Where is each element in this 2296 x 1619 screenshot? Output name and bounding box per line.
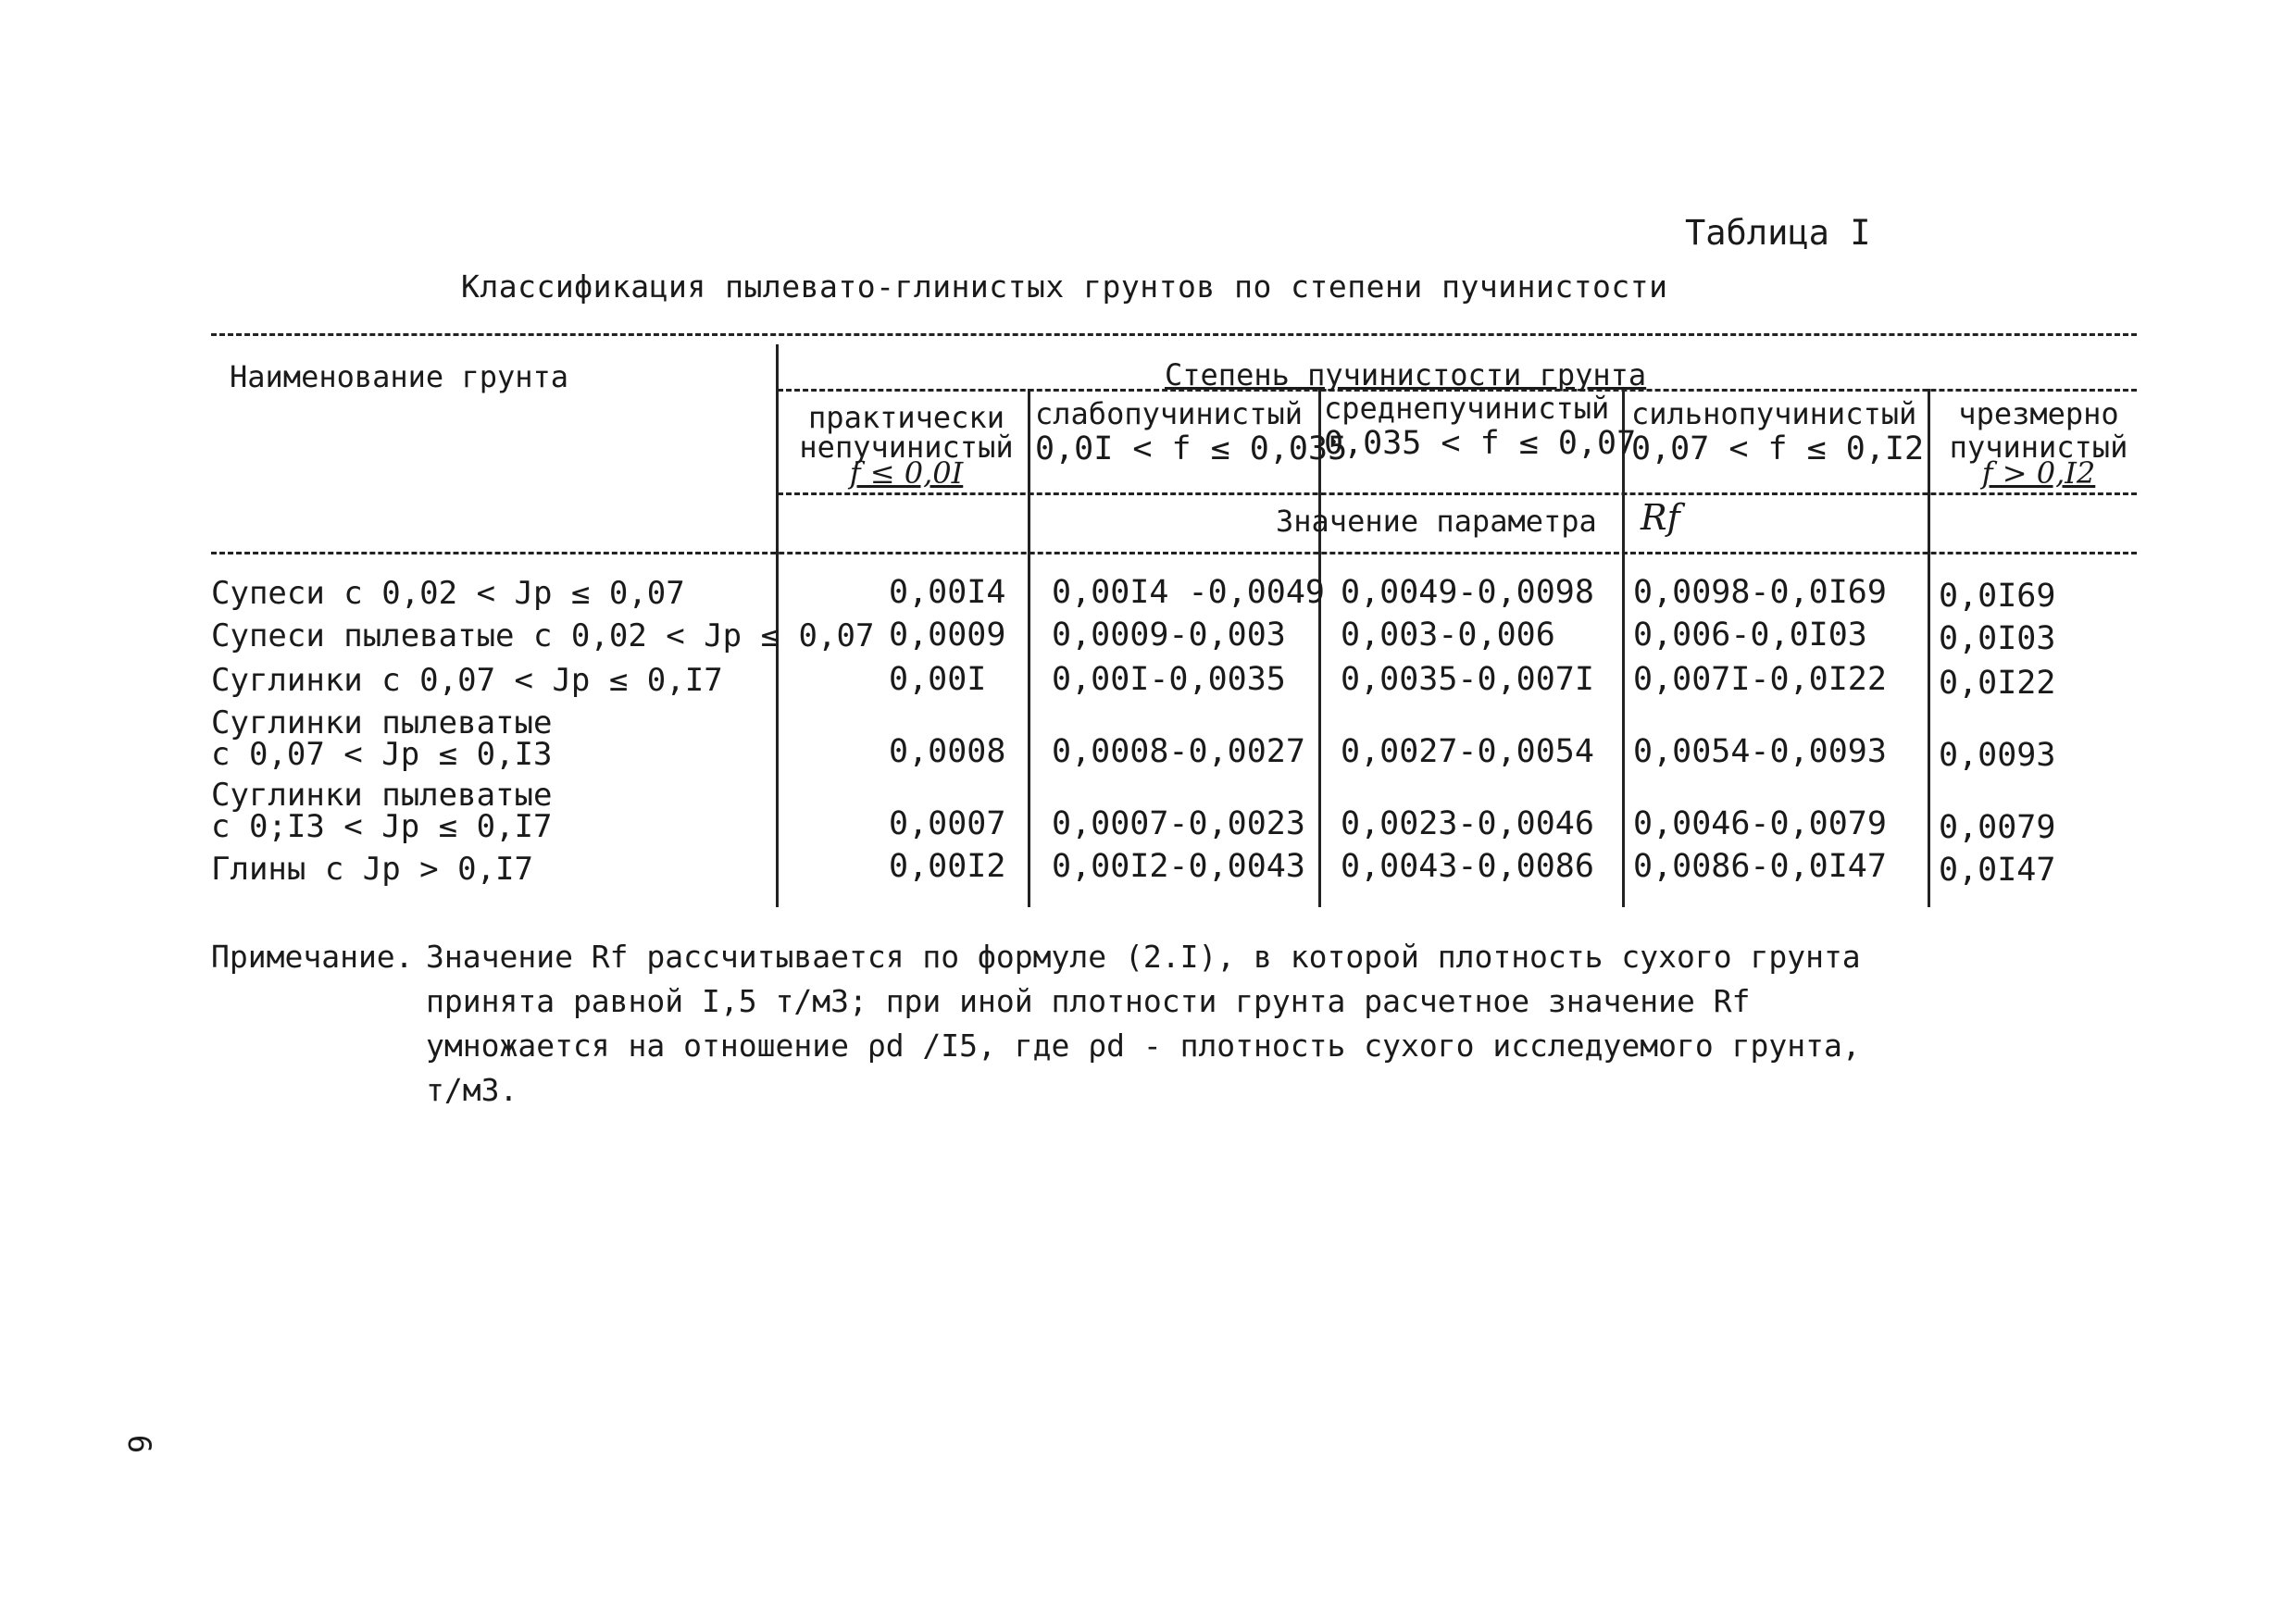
row-3-col-5: 0,0I22 [1939, 665, 2056, 702]
row-2-col-2: 0,0009-0,003 [1052, 616, 1286, 654]
row-5-col-3: 0,0023-0,0046 [1341, 805, 1594, 842]
row-2-name: Супеси пылеватые с 0,02 < Jp ≤ 0,07 [211, 617, 875, 654]
header-col-1-line3: f ≤ 0,0I [849, 455, 964, 491]
row-5-name-line2: с 0;I3 < Jp ≤ 0,I7 [211, 808, 553, 845]
header-col-1 [785, 400, 1028, 491]
row-4-col-2: 0,0008-0,0027 [1052, 733, 1305, 770]
row-1-name: Супеси с 0,02 < Jp ≤ 0,07 [211, 575, 685, 612]
header-col-2-line2: 0,0I < f ≤ 0,035 [1035, 430, 1348, 467]
row-6-name: Глины с Jp > 0,I7 [211, 851, 533, 888]
header-col-1-line1: практически [808, 400, 1004, 435]
row-3-name: Суглинки с 0,07 < Jp ≤ 0,I7 [211, 662, 723, 699]
row-3-col-1: 0,00I [889, 661, 987, 698]
row-5-col-1: 0,0007 [889, 805, 1006, 842]
divider-col4 [1928, 389, 1930, 907]
row-1-col-1: 0,00I4 [889, 574, 1006, 611]
row-1-col-5: 0,0I69 [1939, 578, 2056, 615]
header-col-5-line2: пучинистый [1949, 430, 2128, 465]
header-col-3 [1324, 391, 1636, 461]
header-col-4-line1: сильнопучинистый [1631, 396, 1917, 431]
header-col-4 [1631, 396, 1924, 467]
header-col-2-line1: слабопучинистый [1035, 396, 1303, 431]
row-6-col-4: 0,0086-0,0I47 [1633, 848, 1887, 885]
rule-subheader [778, 492, 2137, 495]
row-6-col-2: 0,00I2-0,0043 [1052, 848, 1305, 885]
param-label: Значение параметра [1276, 504, 1597, 539]
header-col-3-line1: среднепучинистый [1324, 391, 1610, 426]
header-col-2 [1035, 396, 1347, 467]
row-6-col-1: 0,00I2 [889, 848, 1006, 885]
header-group: Степень пучинистости грунта [1165, 357, 1647, 392]
row-2-col-3: 0,003-0,006 [1341, 616, 1555, 654]
row-4-name-line1: Суглинки пылеватые [211, 704, 553, 741]
header-name-col: Наименование грунта [230, 359, 569, 394]
row-4-col-4: 0,0054-0,0093 [1633, 733, 1887, 770]
table-caption: Таблица I [1685, 213, 1871, 253]
row-3-col-2: 0,00I-0,0035 [1052, 661, 1286, 698]
rule-header-bottom [211, 552, 2137, 554]
row-4-col-5: 0,0093 [1939, 737, 2056, 774]
row-2-col-4: 0,006-0,0I03 [1633, 616, 1867, 654]
header-col-5 [1937, 396, 2140, 491]
divider-col1 [1028, 389, 1030, 907]
row-6-col-5: 0,0I47 [1939, 852, 2056, 889]
row-6-col-3: 0,0043-0,0086 [1341, 848, 1594, 885]
rule-top [211, 333, 2137, 336]
row-4-col-1: 0,0008 [889, 733, 1006, 770]
header-col-5-line1: чрезмерно [1958, 396, 2119, 431]
row-4-col-3: 0,0027-0,0054 [1341, 733, 1594, 770]
header-col-3-line2: 0,035 < f ≤ 0,07 [1324, 425, 1637, 462]
row-5-col-2: 0,0007-0,0023 [1052, 805, 1305, 842]
header-col-4-line2: 0,07 < f ≤ 0,I2 [1631, 430, 1925, 467]
row-2-col-1: 0,0009 [889, 616, 1006, 654]
row-1-col-3: 0,0049-0,0098 [1341, 574, 1594, 611]
param-symbol: Rf [1641, 497, 1680, 538]
header-col-1-line2: непучинистый [799, 430, 1014, 465]
divider-col3 [1622, 389, 1625, 907]
note-label: Примечание. [211, 939, 414, 975]
row-3-col-3: 0,0035-0,007I [1341, 661, 1594, 698]
page-number: 6 [120, 1434, 158, 1454]
row-1-col-2: 0,00I4 -0,0049 [1052, 574, 1326, 611]
row-4-name-line2: с 0,07 < Jp ≤ 0,I3 [211, 736, 553, 773]
row-5-col-4: 0,0046-0,0079 [1633, 805, 1887, 842]
row-2-col-5: 0,0I03 [1939, 620, 2056, 657]
table-title: Классификация пылевато-глинистых грунтов по степени пучинистости [461, 268, 1668, 305]
row-5-name-line1: Суглинки пылеватые [211, 777, 553, 814]
row-5-col-5: 0,0079 [1939, 809, 2056, 846]
row-3-col-4: 0,007I-0,0I22 [1633, 661, 1887, 698]
row-1-col-4: 0,0098-0,0I69 [1633, 574, 1887, 611]
note-text: Значение Rf рассчитывается по формуле (2.I), в которой плотность сухого грунта принята равной I,5 т/м3; при иной плотности грунта расчетное значение Rf умножается на отношение ρd /I5, где ρd - плотность сухого исследуемого грунта, т/м3. [426, 939, 1861, 1108]
header-col-5-line3: f > 0,I2 [1981, 455, 2096, 491]
